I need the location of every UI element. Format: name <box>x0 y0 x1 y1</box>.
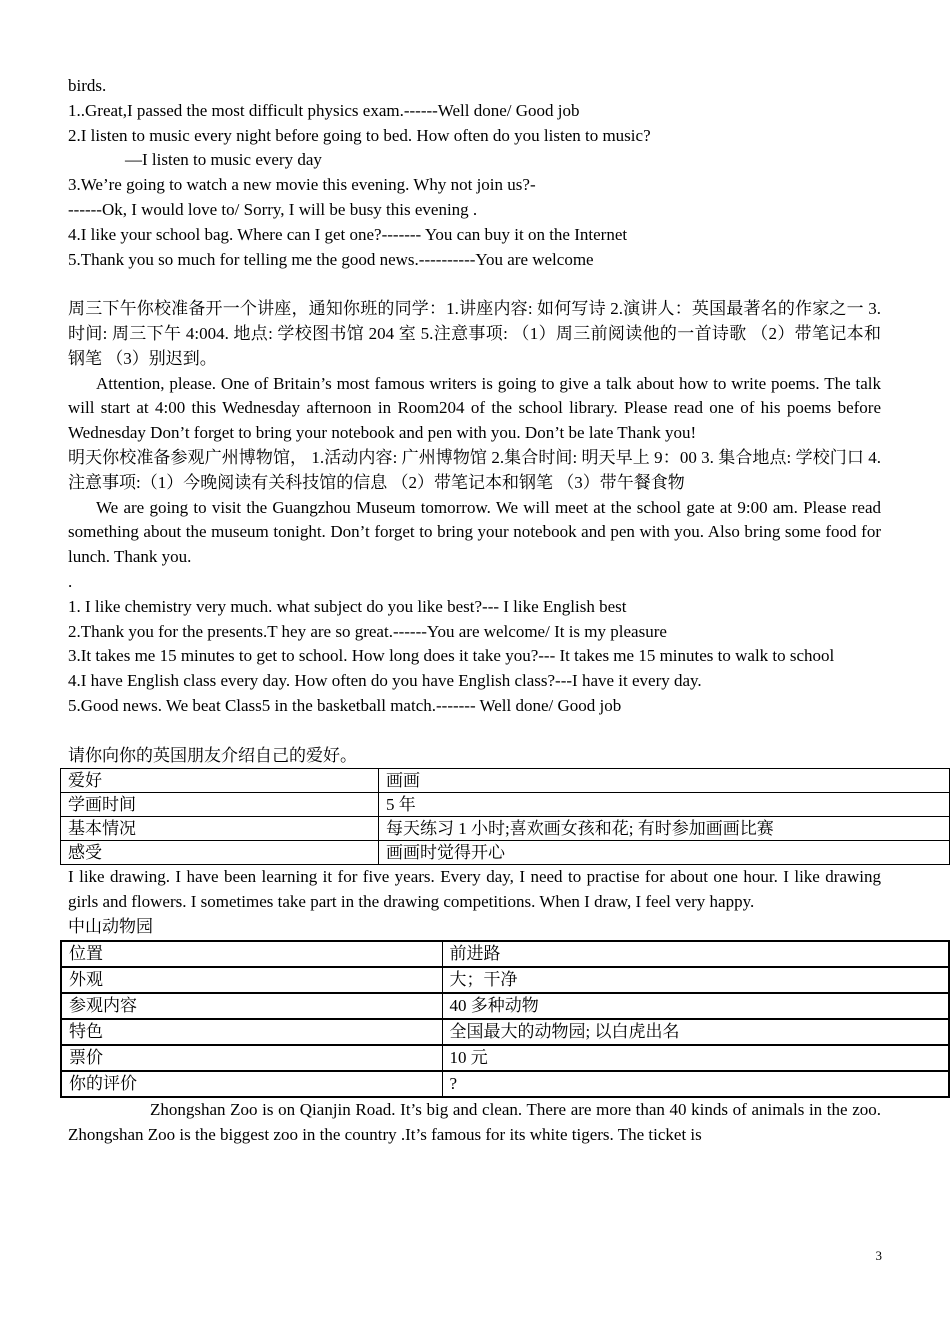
table-row <box>61 841 950 865</box>
document-page <box>68 74 881 1147</box>
text-line: —I listen to music every day <box>125 150 322 170</box>
zoo-table <box>60 940 950 1098</box>
text-line: 5.Good news. We beat Class5 in the basketball match.------- Well done/ Good job <box>68 695 622 715</box>
notice1-answer: Attention, please. One of Britain’s most famous writers is going to give a talk about how to write poems. The talk will start at 4:00 this Wednesday afternoon in Room204 of the school library. Please read one of his poems before Wednesday Don’t forget to bring your notebook and pen with you. Don’t be late Thank you! <box>68 373 881 443</box>
table-cell: 画画时觉得开心 <box>379 841 950 865</box>
table-cell: 基本情况 <box>61 817 379 841</box>
table-cell: 画画 <box>379 769 950 793</box>
table-cell: 感受 <box>61 841 379 865</box>
hobby-table <box>60 768 950 865</box>
table-row <box>61 1071 949 1097</box>
text-line: 2.Thank you for the presents.T hey are so great.------You are welcome/ It is my pleasure <box>68 621 667 641</box>
page-number: 3 <box>875 1248 882 1263</box>
table-cell: 40 多种动物 <box>442 993 949 1019</box>
table-cell: 前进路 <box>442 941 949 967</box>
table-row <box>61 941 949 967</box>
text-line: birds. <box>68 76 107 95</box>
text-line: 4.I like your school bag. Where can I get one?------- You can buy it on the Internet <box>68 224 628 244</box>
text-line: 5.Thank you so much for telling me the good news.----------You are welcome <box>68 249 594 269</box>
text-line: 1..Great,I passed the most difficult physics exam.------Well done/ Good job <box>68 100 580 120</box>
table-row <box>61 967 949 993</box>
table-row <box>61 1045 949 1071</box>
table-cell: 外观 <box>61 967 442 993</box>
text-line: ------Ok, I would love to/ Sorry, I will be busy this evening . <box>68 199 478 219</box>
notice2-answer: We are going to visit the Guangzhou Museum tomorrow. We will meet at the school gate at 9:00 am. Please read something about the museum tonight. Don’t forget to bring your notebook and pen with you. Also bring some food for lunch. Thank you. <box>68 497 881 567</box>
table-cell: 你的评价 <box>61 1071 442 1097</box>
table-cell: 每天练习 1 小时;喜欢画女孩和花; 有时参加画画比赛 <box>379 817 950 841</box>
table-row <box>61 817 950 841</box>
table-cell: 10 元 <box>442 1045 949 1071</box>
text-line: 4.I have English class every day. How often do you have English class?---I have it every day. <box>68 671 702 691</box>
hobby-answer: I like drawing. I have been learning it for five years. Every day, I need to practise for about one hour. I like drawing girls and flowers. I sometimes take part in the drawing competitions. When I draw, I feel very happy. <box>68 867 881 912</box>
table-cell: 参观内容 <box>61 993 442 1019</box>
hobby-prompt: 请你向你的英国朋友介绍自己的爱好。 <box>68 745 357 765</box>
text-line: 2.I listen to music every night before going to bed. How often do you listen to music? <box>68 125 651 145</box>
table-cell: 全国最大的动物园; 以白虎出名 <box>442 1019 949 1045</box>
table-cell: ? <box>442 1071 949 1097</box>
notice1-prompt: 周三下午你校准备开一个讲座，通知你班的同学：1.讲座内容: 如何写诗 2.演讲人：英国最著名的作家之一 3. 时间: 周三下午 4:004. 地点: 学校图书馆 204 室 5.注意事项: （1）周三前阅读他的一首诗歌 （2）带笔记本和钢笔 （3）别迟到。 <box>68 299 881 368</box>
table-cell: 位置 <box>61 941 442 967</box>
separator-dot: . <box>68 571 73 591</box>
zoo-answer: Zhongshan Zoo is on Qianjin Road. It’s big and clean. There are more than 40 kinds of animals in the zoo. Zhongshan Zoo is the biggest zoo in the country .It’s famous for its white tigers. The ticket is <box>68 1099 881 1144</box>
table-cell: 爱好 <box>61 769 379 793</box>
table-cell: 5 年 <box>379 793 950 817</box>
text-line: 3.It takes me 15 minutes to get to school. How long does it take you?--- It takes me 15 minutes to walk to school <box>68 646 835 666</box>
table-cell: 学画时间 <box>61 793 379 817</box>
text-line: 1. I like chemistry very much. what subject do you like best?--- I like English best <box>68 596 627 616</box>
table-cell: 大；干净 <box>442 967 949 993</box>
table-cell: 票价 <box>61 1045 442 1071</box>
table-row <box>61 793 950 817</box>
table-cell: 特色 <box>61 1019 442 1045</box>
table-row <box>61 1019 949 1045</box>
notice2-prompt: 明天你校准备参观广州博物馆， 1.活动内容: 广州博物馆 2.集合时间: 明天早上 9：00 3. 集合地点: 学校门口 4.注意事项:（1）今晚阅读有关科技馆的信息 （2）带笔记本和钢笔 （3）带午餐食物 <box>68 447 881 492</box>
zoo-title: 中山动物园 <box>68 916 153 936</box>
text-line: 3.We’re going to watch a new movie this evening. Why not join us?- <box>68 175 536 195</box>
table-row <box>61 993 949 1019</box>
table-row <box>61 769 950 793</box>
